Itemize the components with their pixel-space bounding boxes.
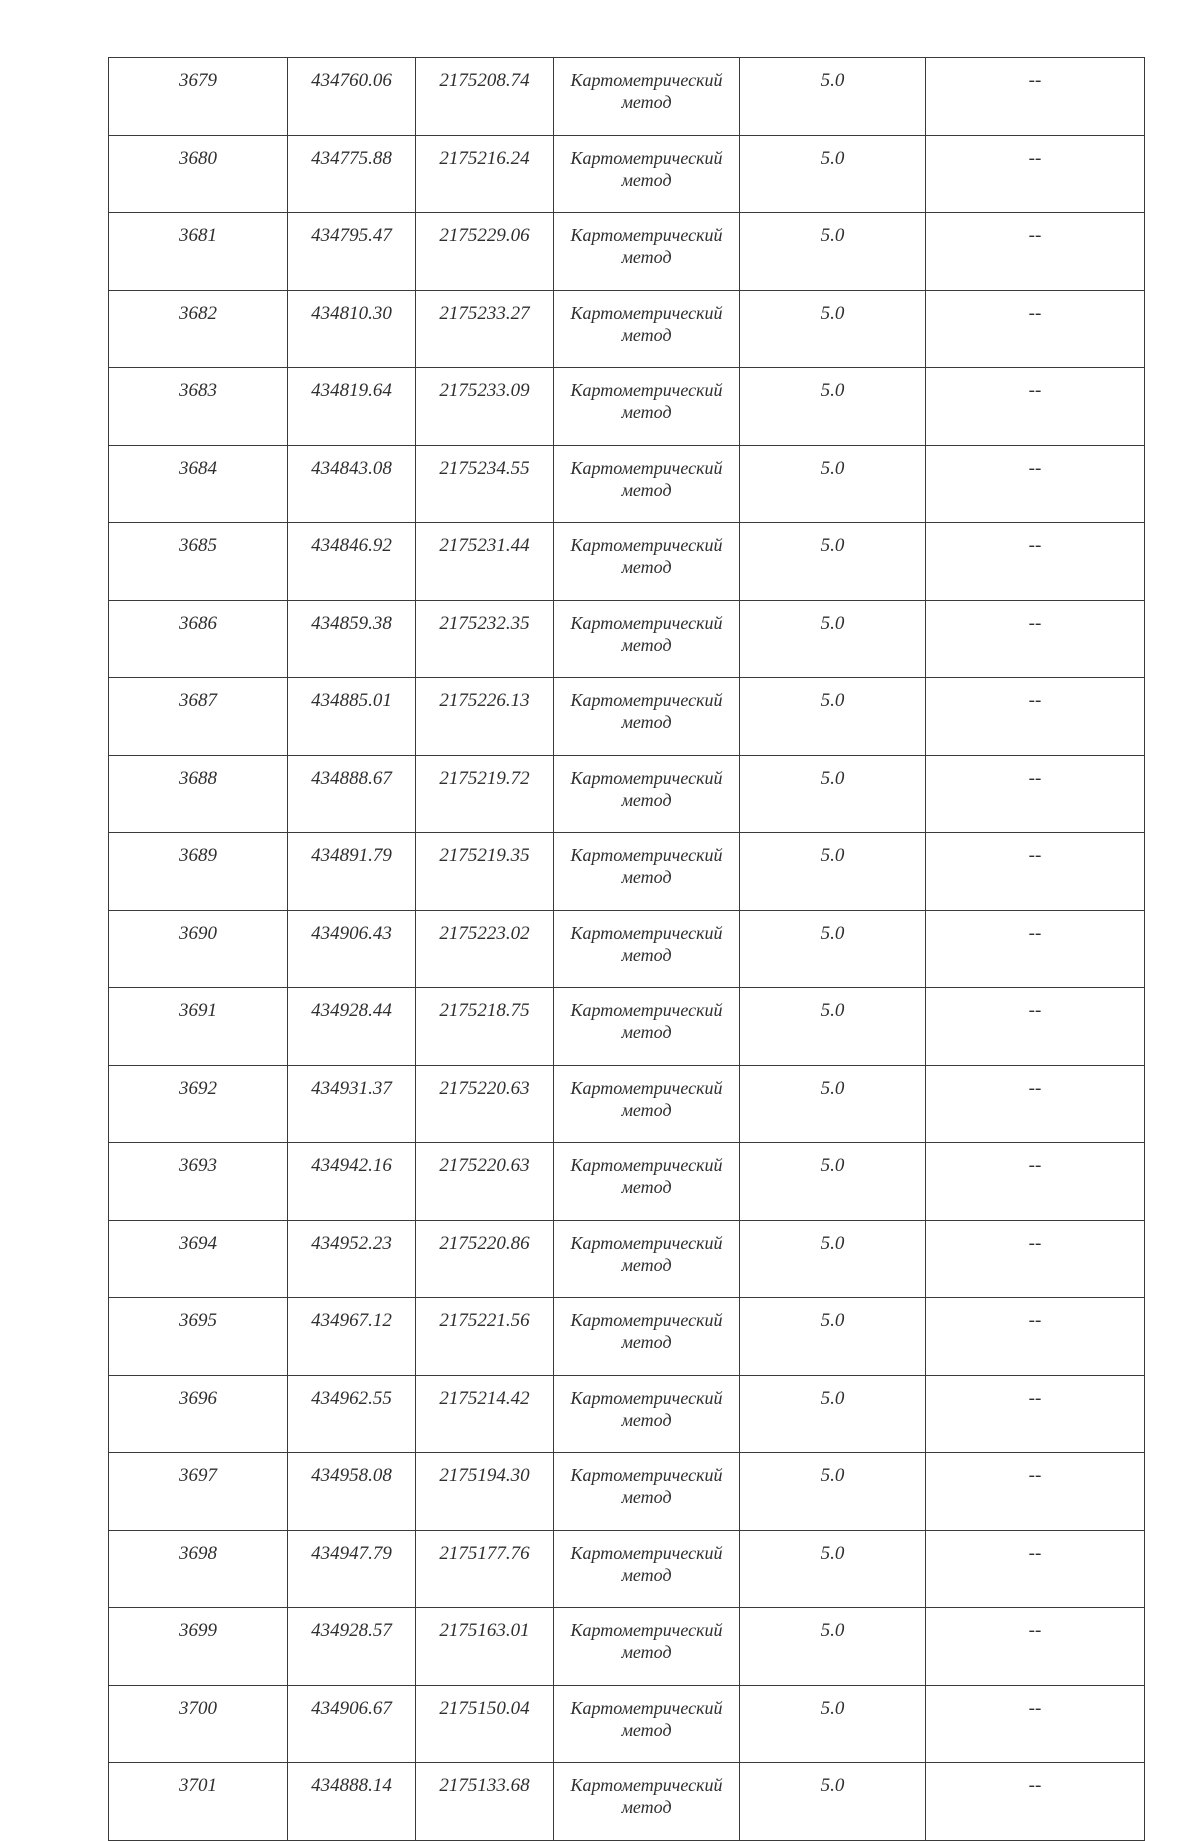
y-coordinate-cell: 2175163.01 — [416, 1608, 554, 1686]
precision-cell: 5.0 — [740, 600, 926, 678]
table-row — [109, 600, 1145, 678]
method-word-line: метод — [621, 1177, 672, 1197]
method-word-line: метод — [621, 557, 672, 577]
table-row — [109, 1298, 1145, 1376]
point-number-cell: 3679 — [109, 58, 288, 136]
precision-cell: 5.0 — [740, 1608, 926, 1686]
point-number-cell: 3699 — [109, 1608, 288, 1686]
note-cell: -- — [926, 833, 1145, 911]
point-number-cell: 3683 — [109, 368, 288, 446]
precision-cell: 5.0 — [740, 1530, 926, 1608]
point-number-cell: 3697 — [109, 1453, 288, 1531]
x-coordinate-cell: 434928.44 — [288, 988, 416, 1066]
method-cell — [554, 1685, 740, 1763]
x-coordinate-cell: 434819.64 — [288, 368, 416, 446]
note-cell: -- — [926, 1685, 1145, 1763]
note-cell: -- — [926, 368, 1145, 446]
method-cell — [554, 1065, 740, 1143]
point-number-cell: 3700 — [109, 1685, 288, 1763]
precision-cell: 5.0 — [740, 1298, 926, 1376]
method-cell — [554, 213, 740, 291]
table-row — [109, 213, 1145, 291]
method-cell — [554, 678, 740, 756]
table-row — [109, 678, 1145, 756]
note-cell: -- — [926, 1143, 1145, 1221]
point-number-cell: 3690 — [109, 910, 288, 988]
note-cell: -- — [926, 1375, 1145, 1453]
method-name-line: Картометрический — [570, 70, 723, 90]
point-number-cell: 3684 — [109, 445, 288, 523]
note-cell: -- — [926, 1065, 1145, 1143]
precision-cell: 5.0 — [740, 213, 926, 291]
y-coordinate-cell: 2175223.02 — [416, 910, 554, 988]
method-word-line: метод — [621, 1487, 672, 1507]
y-coordinate-cell: 2175220.63 — [416, 1143, 554, 1221]
note-cell: -- — [926, 678, 1145, 756]
method-word-line: метод — [621, 1719, 672, 1740]
table-row — [109, 1065, 1145, 1143]
method-word-line: метод — [621, 1642, 672, 1662]
method-cell — [554, 368, 740, 446]
point-number-cell: 3682 — [109, 290, 288, 368]
method-cell — [554, 1143, 740, 1221]
method-cell — [554, 1453, 740, 1531]
note-cell: -- — [926, 910, 1145, 988]
table-row — [109, 988, 1145, 1066]
table-row — [109, 445, 1145, 523]
y-coordinate-cell: 2175232.35 — [416, 600, 554, 678]
precision-cell: 5.0 — [740, 290, 926, 368]
y-coordinate-cell: 2175233.09 — [416, 368, 554, 446]
x-coordinate-cell: 434947.79 — [288, 1530, 416, 1608]
y-coordinate-cell: 2175229.06 — [416, 213, 554, 291]
method-word-line: метод — [621, 789, 672, 810]
method-word-line: метод — [621, 867, 672, 887]
note-cell: -- — [926, 1763, 1145, 1841]
precision-cell: 5.0 — [740, 755, 926, 833]
y-coordinate-cell: 2175208.74 — [416, 58, 554, 136]
x-coordinate-cell: 434942.16 — [288, 1143, 416, 1221]
method-word-line: метод — [621, 247, 672, 267]
method-cell — [554, 1375, 740, 1453]
method-word-line: метод — [621, 634, 672, 655]
method-word-line: метод — [621, 1332, 672, 1352]
y-coordinate-cell: 2175150.04 — [416, 1685, 554, 1763]
table-row — [109, 290, 1145, 368]
table-row — [109, 1375, 1145, 1453]
y-coordinate-cell: 2175220.63 — [416, 1065, 554, 1143]
method-name-line: Картометрический — [570, 1232, 723, 1253]
x-coordinate-cell: 434760.06 — [288, 58, 416, 136]
method-name-line: Картометрический — [570, 1155, 723, 1175]
note-cell: -- — [926, 1220, 1145, 1298]
precision-cell: 5.0 — [740, 368, 926, 446]
method-word-line: метод — [621, 1797, 672, 1817]
coordinates-table — [108, 57, 1145, 1841]
method-name-line: Картометрический — [570, 1542, 723, 1563]
y-coordinate-cell: 2175234.55 — [416, 445, 554, 523]
precision-cell: 5.0 — [740, 1453, 926, 1531]
point-number-cell: 3686 — [109, 600, 288, 678]
x-coordinate-cell: 434888.14 — [288, 1763, 416, 1841]
note-cell: -- — [926, 135, 1145, 213]
point-number-cell: 3680 — [109, 135, 288, 213]
method-name-line: Картометрический — [570, 302, 723, 323]
y-coordinate-cell: 2175220.86 — [416, 1220, 554, 1298]
method-cell — [554, 988, 740, 1066]
table-row — [109, 1143, 1145, 1221]
point-number-cell: 3701 — [109, 1763, 288, 1841]
method-name-line: Картометрический — [570, 535, 723, 555]
precision-cell: 5.0 — [740, 1220, 926, 1298]
precision-cell: 5.0 — [740, 1375, 926, 1453]
method-cell — [554, 833, 740, 911]
x-coordinate-cell: 434843.08 — [288, 445, 416, 523]
method-name-line: Картометрический — [570, 1387, 723, 1408]
method-cell — [554, 600, 740, 678]
y-coordinate-cell: 2175226.13 — [416, 678, 554, 756]
point-number-cell: 3681 — [109, 213, 288, 291]
method-word-line: метод — [621, 479, 672, 500]
table-row — [109, 755, 1145, 833]
x-coordinate-cell: 434958.08 — [288, 1453, 416, 1531]
method-cell — [554, 290, 740, 368]
x-coordinate-cell: 434952.23 — [288, 1220, 416, 1298]
table-row — [109, 58, 1145, 136]
method-name-line: Картометрический — [570, 612, 723, 633]
method-name-line: Картометрический — [570, 767, 723, 788]
method-name-line: Картометрический — [570, 1000, 723, 1020]
method-name-line: Картометрический — [570, 147, 723, 168]
method-cell — [554, 910, 740, 988]
note-cell: -- — [926, 445, 1145, 523]
y-coordinate-cell: 2175133.68 — [416, 1763, 554, 1841]
x-coordinate-cell: 434795.47 — [288, 213, 416, 291]
method-name-line: Картометрический — [570, 1620, 723, 1640]
table-row — [109, 135, 1145, 213]
method-word-line: метод — [621, 1409, 672, 1430]
x-coordinate-cell: 434906.43 — [288, 910, 416, 988]
method-name-line: Картометрический — [570, 845, 723, 865]
method-name-line: Картометрический — [570, 1775, 723, 1795]
method-cell — [554, 1608, 740, 1686]
precision-cell: 5.0 — [740, 910, 926, 988]
precision-cell: 5.0 — [740, 1143, 926, 1221]
precision-cell: 5.0 — [740, 1685, 926, 1763]
note-cell: -- — [926, 213, 1145, 291]
method-name-line: Картометрический — [570, 1697, 723, 1718]
table-row — [109, 833, 1145, 911]
point-number-cell: 3692 — [109, 1065, 288, 1143]
table-row — [109, 1530, 1145, 1608]
note-cell: -- — [926, 600, 1145, 678]
precision-cell: 5.0 — [740, 988, 926, 1066]
precision-cell: 5.0 — [740, 1763, 926, 1841]
y-coordinate-cell: 2175219.72 — [416, 755, 554, 833]
table-row — [109, 910, 1145, 988]
table-row — [109, 368, 1145, 446]
method-word-line: метод — [621, 169, 672, 190]
table-row — [109, 1763, 1145, 1841]
method-cell — [554, 1220, 740, 1298]
method-word-line: метод — [621, 1099, 672, 1120]
note-cell: -- — [926, 1298, 1145, 1376]
method-word-line: метод — [621, 1564, 672, 1585]
x-coordinate-cell: 434859.38 — [288, 600, 416, 678]
method-word-line: метод — [621, 92, 672, 112]
method-cell — [554, 755, 740, 833]
x-coordinate-cell: 434928.57 — [288, 1608, 416, 1686]
y-coordinate-cell: 2175214.42 — [416, 1375, 554, 1453]
coordinates-table-body — [109, 58, 1145, 1841]
method-word-line: метод — [621, 1022, 672, 1042]
x-coordinate-cell: 434962.55 — [288, 1375, 416, 1453]
note-cell: -- — [926, 523, 1145, 601]
y-coordinate-cell: 2175216.24 — [416, 135, 554, 213]
precision-cell: 5.0 — [740, 1065, 926, 1143]
point-number-cell: 3685 — [109, 523, 288, 601]
method-word-line: метод — [621, 324, 672, 345]
method-cell — [554, 1530, 740, 1608]
point-number-cell: 3693 — [109, 1143, 288, 1221]
method-name-line: Картометрический — [570, 690, 723, 710]
table-row — [109, 1685, 1145, 1763]
x-coordinate-cell: 434906.67 — [288, 1685, 416, 1763]
precision-cell: 5.0 — [740, 833, 926, 911]
note-cell: -- — [926, 290, 1145, 368]
x-coordinate-cell: 434846.92 — [288, 523, 416, 601]
method-name-line: Картометрический — [570, 380, 723, 400]
precision-cell: 5.0 — [740, 445, 926, 523]
point-number-cell: 3695 — [109, 1298, 288, 1376]
point-number-cell: 3687 — [109, 678, 288, 756]
point-number-cell: 3688 — [109, 755, 288, 833]
x-coordinate-cell: 434810.30 — [288, 290, 416, 368]
note-cell: -- — [926, 1530, 1145, 1608]
precision-cell: 5.0 — [740, 58, 926, 136]
method-word-line: метод — [621, 1254, 672, 1275]
method-name-line: Картометрический — [570, 1077, 723, 1098]
method-name-line: Картометрический — [570, 225, 723, 245]
method-name-line: Картометрический — [570, 922, 723, 943]
x-coordinate-cell: 434888.67 — [288, 755, 416, 833]
point-number-cell: 3696 — [109, 1375, 288, 1453]
point-number-cell: 3691 — [109, 988, 288, 1066]
y-coordinate-cell: 2175218.75 — [416, 988, 554, 1066]
method-cell — [554, 445, 740, 523]
note-cell: -- — [926, 58, 1145, 136]
precision-cell: 5.0 — [740, 523, 926, 601]
table-row — [109, 1608, 1145, 1686]
x-coordinate-cell: 434891.79 — [288, 833, 416, 911]
point-number-cell: 3689 — [109, 833, 288, 911]
x-coordinate-cell: 434931.37 — [288, 1065, 416, 1143]
note-cell: -- — [926, 1453, 1145, 1531]
table-row — [109, 1220, 1145, 1298]
note-cell: -- — [926, 1608, 1145, 1686]
method-cell — [554, 1763, 740, 1841]
y-coordinate-cell: 2175221.56 — [416, 1298, 554, 1376]
method-word-line: метод — [621, 402, 672, 422]
method-name-line: Картометрический — [570, 457, 723, 478]
method-cell — [554, 1298, 740, 1376]
note-cell: -- — [926, 755, 1145, 833]
point-number-cell: 3694 — [109, 1220, 288, 1298]
y-coordinate-cell: 2175231.44 — [416, 523, 554, 601]
precision-cell: 5.0 — [740, 678, 926, 756]
precision-cell: 5.0 — [740, 135, 926, 213]
x-coordinate-cell: 434967.12 — [288, 1298, 416, 1376]
method-word-line: метод — [621, 944, 672, 965]
method-cell — [554, 523, 740, 601]
y-coordinate-cell: 2175177.76 — [416, 1530, 554, 1608]
x-coordinate-cell: 434775.88 — [288, 135, 416, 213]
point-number-cell: 3698 — [109, 1530, 288, 1608]
method-name-line: Картометрический — [570, 1465, 723, 1485]
method-cell — [554, 135, 740, 213]
table-row — [109, 523, 1145, 601]
y-coordinate-cell: 2175219.35 — [416, 833, 554, 911]
method-word-line: метод — [621, 712, 672, 732]
y-coordinate-cell: 2175233.27 — [416, 290, 554, 368]
method-name-line: Картометрический — [570, 1310, 723, 1330]
method-cell — [554, 58, 740, 136]
table-row — [109, 1453, 1145, 1531]
note-cell: -- — [926, 988, 1145, 1066]
x-coordinate-cell: 434885.01 — [288, 678, 416, 756]
y-coordinate-cell: 2175194.30 — [416, 1453, 554, 1531]
